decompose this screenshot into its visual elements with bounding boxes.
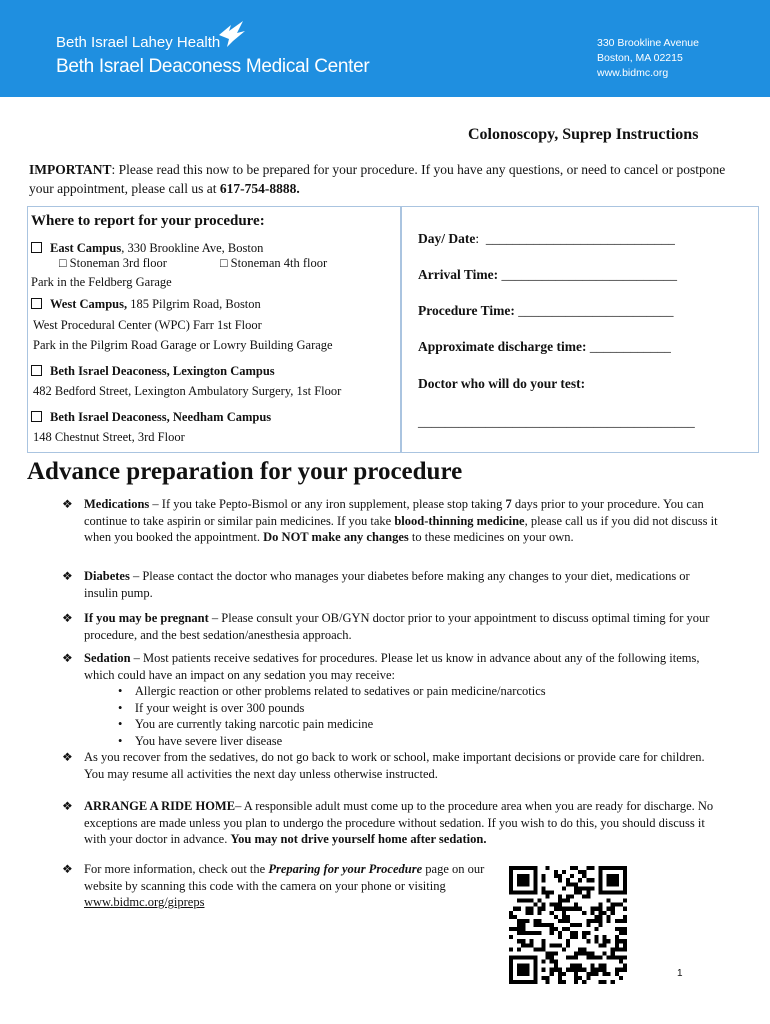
procedure-time-field[interactable]: Procedure Time: _______________________ bbox=[418, 303, 674, 318]
west-location-text: West Procedural Center (WPC) Farr 1st Floor bbox=[33, 318, 262, 332]
diamond-bullet-icon: ❖ bbox=[62, 799, 73, 813]
document-title: Colonoscopy, Suprep Instructions bbox=[468, 126, 699, 143]
address-line-1: 330 Brookline Avenue bbox=[597, 37, 699, 49]
list-item-diabetes: ❖ Diabetes – Please contact the doctor who manages your diabetes before making any changes to your diet, medications or insulin pump. bbox=[62, 569, 690, 600]
stoneman-3rd-option[interactable]: □ Stoneman 3rd floor bbox=[59, 256, 167, 270]
lexington-campus-option[interactable]: Beth Israel Deaconess, Lexington Campus bbox=[31, 364, 275, 379]
qr-code-icon[interactable] bbox=[509, 866, 627, 984]
checkbox-icon[interactable] bbox=[31, 242, 42, 253]
east-parking-text: Park in the Feldberg Garage bbox=[31, 275, 172, 289]
diamond-bullet-icon: ❖ bbox=[62, 569, 73, 583]
header-banner bbox=[0, 0, 770, 97]
diamond-bullet-icon: ❖ bbox=[62, 611, 73, 625]
discharge-time-field[interactable]: Approximate discharge time: ____________ bbox=[418, 339, 671, 354]
stoneman-4th-option[interactable]: □ Stoneman 4th floor bbox=[220, 256, 328, 270]
sub-item: • If your weight is over 300 pounds bbox=[118, 700, 305, 715]
day-date-field[interactable]: Day/ Date: ____________________________ bbox=[418, 231, 675, 246]
list-item-ride-home: ❖ ARRANGE A RIDE HOME– A responsible adult must come up to the procedure area when you are ready for discharge. No exceptions are made unless you plan to undergo the procedure without sedation. If you wish to do this, you should discuss it with your doctor in advance. You may not drive yourself home after sedation. bbox=[62, 799, 714, 846]
website-link[interactable]: www.bidmc.org bbox=[597, 67, 669, 79]
sub-item: • You are currently taking narcotic pain medicine bbox=[118, 717, 374, 731]
sub-item: • Allergic reaction or other problems related to sedatives or pain medicine/narcotics bbox=[118, 684, 546, 698]
list-item-more-info: ❖ For more information, check out the Preparing for your Procedure page on our website by scanning this code with the camera on your phone or visiting www.bidmc.org/gipreps bbox=[62, 862, 485, 909]
bird-logo-icon bbox=[217, 19, 247, 49]
list-item-recovery: ❖ As you recover from the sedatives, do not go back to work or school, make important decisions or provide care for children. You may resume all activities the next day unless otherwise instructed. bbox=[62, 750, 705, 781]
diamond-bullet-icon: ❖ bbox=[62, 862, 73, 876]
lexington-address: 482 Bedford Street, Lexington Ambulatory Surgery, 1st Floor bbox=[33, 384, 342, 398]
east-campus-option[interactable]: East Campus, 330 Brookline Ave, Boston bbox=[31, 241, 263, 256]
appointment-fields-box bbox=[401, 206, 759, 453]
list-item-pregnancy: ❖ If you may be pregnant – Please consult your OB/GYN doctor prior to your appointment to discuss optimal timing for your procedure, and the best sedation/anesthesia approach. bbox=[62, 611, 710, 642]
diamond-bullet-icon: ❖ bbox=[62, 651, 73, 665]
list-item-sedation: ❖ Sedation – Most patients receive sedatives for procedures. Please let us know in advance about any of the following items, which could have an impact on any sedation you may receive: • Allergic reaction or other problems related to sedatives or pain medicine/narcotics • If your weight is over 300 pounds • You are currently taking narcotic pain medicine • You have severe liver disease bbox=[62, 650, 722, 749]
gipreps-link[interactable]: www.bidmc.org/gipreps bbox=[84, 895, 205, 909]
address-line-2: Boston, MA 02215 bbox=[597, 52, 683, 64]
sub-item: • You have severe liver disease bbox=[118, 733, 283, 748]
list-item-medications: ❖ Medications – If you take Pepto-Bismol or any iron supplement, please stop taking 7 days prior to your procedure. You can continue to take aspirin or similar pain medicines. If you take blood-thinning medicine, please call us if you did not discuss it when you booked the appointment. Do NOT make any changes to these medicines on your own. bbox=[62, 497, 718, 544]
important-label: IMPORTANT bbox=[29, 162, 112, 177]
important-notice bbox=[29, 160, 749, 198]
checkbox-icon[interactable] bbox=[31, 411, 42, 422]
checkbox-icon[interactable] bbox=[31, 298, 42, 309]
report-heading: Where to report for your procedure: bbox=[31, 213, 265, 229]
important-text: : Please read this now to be prepared for your procedure. If you have any questions, or need to cancel or postpone your appointment, please call us at bbox=[29, 162, 726, 196]
arrival-time-field[interactable]: Arrival Time: __________________________ bbox=[418, 267, 677, 282]
needham-campus-option[interactable]: Beth Israel Deaconess, Needham Campus bbox=[31, 410, 271, 425]
needham-address: 148 Chestnut Street, 3rd Floor bbox=[33, 430, 185, 444]
doctor-field-line[interactable]: _________________________________________ bbox=[418, 414, 695, 429]
address-block bbox=[597, 36, 699, 81]
org-name: Beth Israel Lahey Health bbox=[56, 34, 221, 51]
checkbox-icon[interactable] bbox=[31, 365, 42, 376]
doctor-label: Doctor who will do your test: bbox=[418, 376, 586, 391]
west-campus-option[interactable]: West Campus, 185 Pilgrim Road, Boston bbox=[31, 297, 261, 312]
west-parking-text: Park in the Pilgrim Road Garage or Lowry Building Garage bbox=[33, 338, 333, 352]
page-number: 1 bbox=[677, 968, 683, 979]
diamond-bullet-icon: ❖ bbox=[62, 750, 73, 764]
phone-number: 617-754-8888. bbox=[219, 181, 300, 196]
center-name: Beth Israel Deaconess Medical Center bbox=[56, 56, 370, 77]
report-location-box bbox=[27, 206, 401, 453]
section-heading: Advance preparation for your procedure bbox=[27, 458, 463, 485]
diamond-bullet-icon: ❖ bbox=[62, 497, 73, 511]
